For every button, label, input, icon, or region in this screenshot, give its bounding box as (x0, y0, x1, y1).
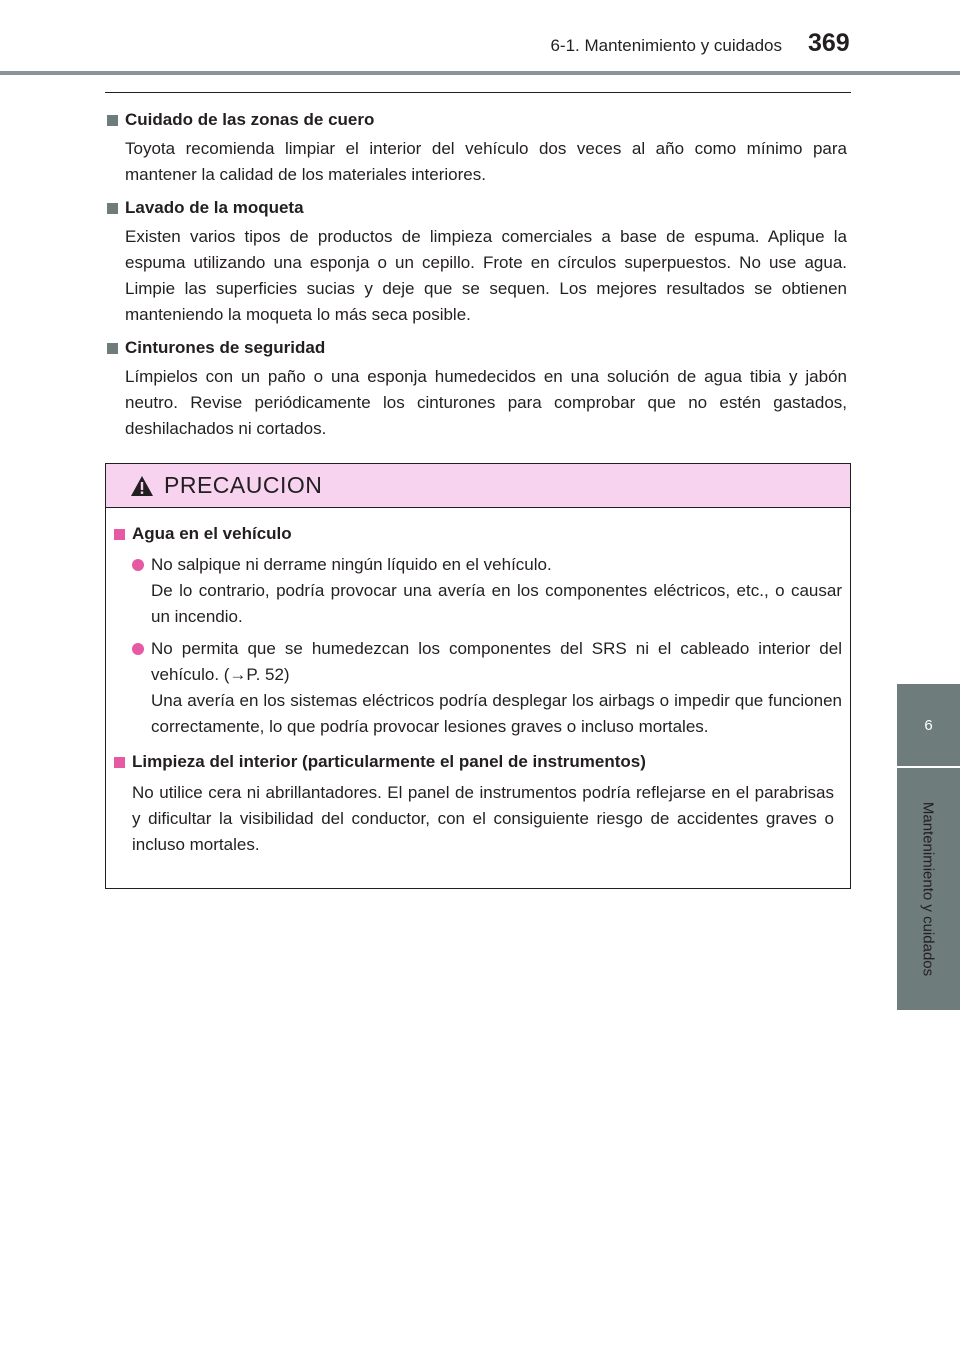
chapter-label: Mantenimiento y cuidados (919, 801, 937, 977)
section-heading (107, 108, 847, 132)
bullet-text (151, 552, 842, 630)
section-leather (107, 108, 847, 188)
square-bullet-icon (114, 529, 125, 540)
section-title: Cinturones de seguridad (125, 338, 326, 357)
square-bullet-icon (114, 757, 125, 768)
section-body: Existen varios tipos de productos de limpieza comerciales a base de espuma. Aplique la espuma utilizando una esponja o un cepillo. Frote en círculos superpuestos. No use agua. Limpie las superficies sucias y deje que se sequen. Los mejores resultados se obtienen manteniendo la moqueta lo más seca posible. (125, 227, 847, 324)
square-bullet-icon (107, 203, 118, 214)
caution-bullet (132, 636, 842, 740)
main-content (107, 108, 847, 450)
circle-bullet-icon (132, 559, 144, 571)
section-header-title: 6-1. Mantenimiento y cuidados (550, 36, 782, 55)
warning-triangle-icon (130, 475, 154, 497)
content-top-rule (105, 92, 851, 93)
square-bullet-icon (107, 115, 118, 126)
caution-subtitle: Limpieza del interior (particularmente el panel de instrumentos) (132, 752, 646, 771)
circle-bullet-icon (132, 643, 144, 655)
caution-bullet (132, 552, 842, 630)
caution-subtitle: Agua en el vehículo (132, 524, 292, 543)
bullet-line: No permita que se humedezcan los componentes del SRS ni el cableado interior del vehículo. (→P. 52) (151, 639, 842, 684)
bullet-text (151, 636, 842, 740)
square-bullet-icon (107, 343, 118, 354)
chapter-tab-label[interactable] (897, 768, 960, 1010)
chapter-tab-number[interactable] (897, 684, 960, 766)
caution-subheading (114, 522, 842, 546)
section-carpet (107, 196, 847, 328)
section-body: Toyota recomienda limpiar el interior del vehículo dos veces al año como mínimo para mantener la calidad de los materiales interiores. (125, 139, 847, 184)
caution-body (106, 508, 850, 858)
page-number: 369 (808, 29, 850, 57)
bullet-line: De lo contrario, podría provocar una avería en los componentes eléctricos, etc., o causar un incendio. (151, 581, 842, 626)
caution-header (106, 464, 850, 508)
caution-title: PRECAUCION (164, 472, 323, 498)
section-title: Cuidado de las zonas de cuero (125, 110, 375, 129)
caution-body-text: No utilice cera ni abrillantadores. El panel de instrumentos podría reflejarse en el parabrisas y dificultar la visibilidad del conductor, con el consiguiente riesgo de accidentes graves o incluso mortales. (132, 783, 834, 854)
section-heading (107, 336, 847, 360)
section-heading (107, 196, 847, 220)
caution-subheading (114, 750, 842, 774)
section-body: Límpielos con un paño o una esponja humedecidos en una solución de agua tibia y jabón neutro. Revise periódicamente los cinturones para comprobar que no estén gastados, deshilachados ni cortados. (125, 367, 847, 438)
section-title: Lavado de la moqueta (125, 198, 304, 217)
bullet-line: Una avería en los sistemas eléctricos podría desplegar los airbags o impedir que funcionen correctamente, lo que podría provocar lesiones graves o incluso mortales. (151, 691, 842, 736)
bullet-line: No salpique ni derrame ningún líquido en el vehículo. (151, 555, 552, 574)
header-rule (0, 71, 960, 75)
section-seatbelts (107, 336, 847, 442)
caution-box (105, 463, 851, 889)
chapter-number: 6 (924, 716, 933, 734)
